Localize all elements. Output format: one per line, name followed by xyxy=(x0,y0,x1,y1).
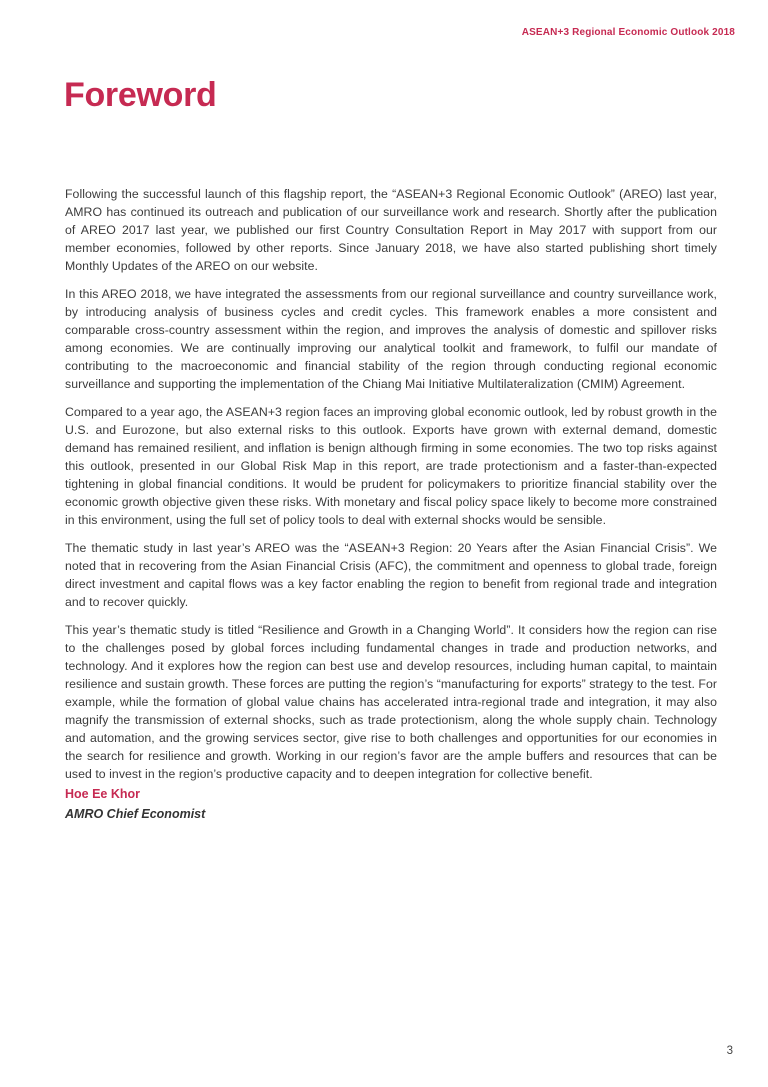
foreword-body xyxy=(65,185,717,793)
signature-block xyxy=(65,787,205,821)
foreword-paragraph-2: In this AREO 2018, we have integrated the assessments from our regional surveillance and country surveillance work, by introducing analysis of business cycles and credit cycles. This framework enables a more consistent and comparable cross-country assessment within the region, and improves the analysis of domestic and spillover risks among economies. We are continually improving our analytical toolkit and framework, to fulfil our mandate of contributing to the macroeconomic and financial stability of the region through conducting regional economic surveillance and supporting the implementation of the Chiang Mai Initiative Multilateralization (CMIM) Agreement. xyxy=(65,287,717,391)
foreword-paragraph-5: This year’s thematic study is titled “Resilience and Growth in a Changing World”. It considers how the region can rise to the challenges posed by global forces including fundamental changes in trade and production networks, and technology. And it explores how the region can best use and develop resources, including human capital, to maintain resilience and sustain growth. These forces are putting the region’s “manufacturing for exports” strategy to the test. For example, while the formation of global value chains has accelerated intra-regional trade and integration, it may also magnify the transmission of external shocks, such as trade protectionism, along the whole supply chain. Technology and automation, and the growing services sector, give rise to both challenges and opportunities for our economies in the search for resilience and growth. Working in our region’s favor are the ample buffers and resources that can be used to invest in the region’s productive capacity and to deepen integration for collective benefit. xyxy=(65,623,717,781)
foreword-paragraph-1: Following the successful launch of this flagship report, the “ASEAN+3 Regional Economic Outlook” (AREO) last year, AMRO has continued its outreach and publication of our surveillance work and research. Shortly after the publication of AREO 2017 last year, we published our first Country Consultation Report in May 2017 with support from our member economies, followed by other reports. Since January 2018, we have also started publishing short timely Monthly Updates of the AREO on our website. xyxy=(65,187,717,273)
page-number: 3 xyxy=(726,1045,733,1057)
running-header: ASEAN+3 Regional Economic Outlook 2018 xyxy=(521,27,735,38)
foreword-paragraph-4: The thematic study in last year’s AREO was the “ASEAN+3 Region: 20 Years after the Asian Financial Crisis”. We noted that in recovering from the Asian Financial Crisis (AFC), the commitment and openness to global trade, foreign direct investment and capital flows was a key factor enabling the region to benefit from regional trade and integration and to recover quickly. xyxy=(65,541,717,609)
foreword-paragraph-3: Compared to a year ago, the ASEAN+3 region faces an improving global economic outlook, led by robust growth in the U.S. and Eurozone, but also external risks to this outlook. Exports have grown with external demand, domestic demand has remained resilient, and inflation is benign although firming in some economies. The two top risks against this outlook, presented in our Global Risk Map in this report, are trade protectionism and a faster-than-expected tightening in global financial conditions. It would be prudent for policymakers to prioritize financial stability over the economic growth objective given these risks. With monetary and fiscal policy space likely to become more constrained in this environment, using the full set of policy tools to deal with external shocks would be sensible. xyxy=(65,405,717,527)
signature-role: AMRO Chief Economist xyxy=(65,807,206,821)
page-title: Foreword xyxy=(64,76,217,114)
signature-name: Hoe Ee Khor xyxy=(65,787,141,801)
